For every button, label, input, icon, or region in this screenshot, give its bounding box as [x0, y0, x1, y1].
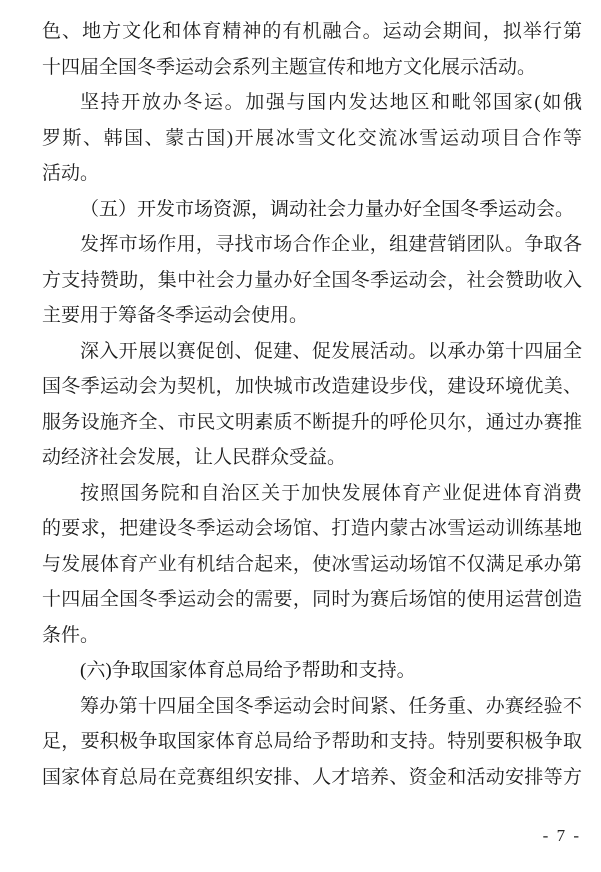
document-line: 服务设施齐全、市民文明素质不断提升的呼伦贝尔，通过办赛推: [42, 411, 582, 433]
document-line: 坚持开放办冬运。加强与国内发达地区和毗邻国家(如俄: [80, 92, 582, 113]
document-line: 筹办第十四届全国冬季运动会时间紧、任务重、办赛经验不: [80, 695, 582, 717]
document-line: 足，要积极争取国家体育总局给予帮助和支持。特别要积极争取: [42, 731, 582, 752]
document-line: 发挥市场作用，寻找市场合作企业，组建营销团队。争取各: [80, 234, 582, 255]
document-line: 按照国务院和自治区关于加快发展体育产业促进体育消费: [80, 482, 582, 504]
document-section-heading: （五）开发市场资源，调动社会力量办好全国冬季运动会。: [80, 198, 575, 220]
document-section-heading: (六)争取国家体育总局给予帮助和支持。: [80, 660, 416, 681]
document-line: 罗斯、韩国、蒙古国)开展冰雪文化交流冰雪运动项目合作等: [42, 127, 582, 149]
document-line: 深入开展以赛促创、促建、促发展活动。以承办第十四届全: [80, 340, 582, 362]
document-line: 的要求，把建设冬季运动会场馆、打造内蒙古冰雪运动训练基地: [42, 518, 582, 539]
document-line: 十四届全国冬季运动会系列主题宣传和地方文化展示活动。: [42, 56, 537, 78]
document-line: 十四届全国冬季运动会的需要，同时为赛后场馆的使用运营创造: [42, 589, 582, 610]
document-line: 动经济社会发展，让人民群众受益。: [42, 447, 347, 468]
document-line: 活动。: [42, 163, 100, 184]
document-line: 色、地方文化和体育精神的有机融合。运动会期间，拟举行第: [42, 21, 582, 42]
document-line: 与发展体育产业有机结合起来，使冰雪运动场馆不仅满足承办第: [42, 553, 582, 575]
document-line: 条件。: [42, 624, 100, 646]
document-line: 主要用于筹备冬季运动会使用。: [42, 305, 309, 326]
document-body: [42, 14, 582, 795]
document-line: 国冬季运动会为契机，加快城市改造建设步伐，建设环境优美、: [42, 376, 582, 397]
document-line: 国家体育总局在竞赛组织安排、人才培养、资金和活动安排等方: [42, 766, 582, 788]
page-number: - 7 -: [542, 826, 581, 845]
document-line: 方支持赞助，集中社会力量办好全国冬季运动会，社会赞助收入: [42, 269, 582, 291]
